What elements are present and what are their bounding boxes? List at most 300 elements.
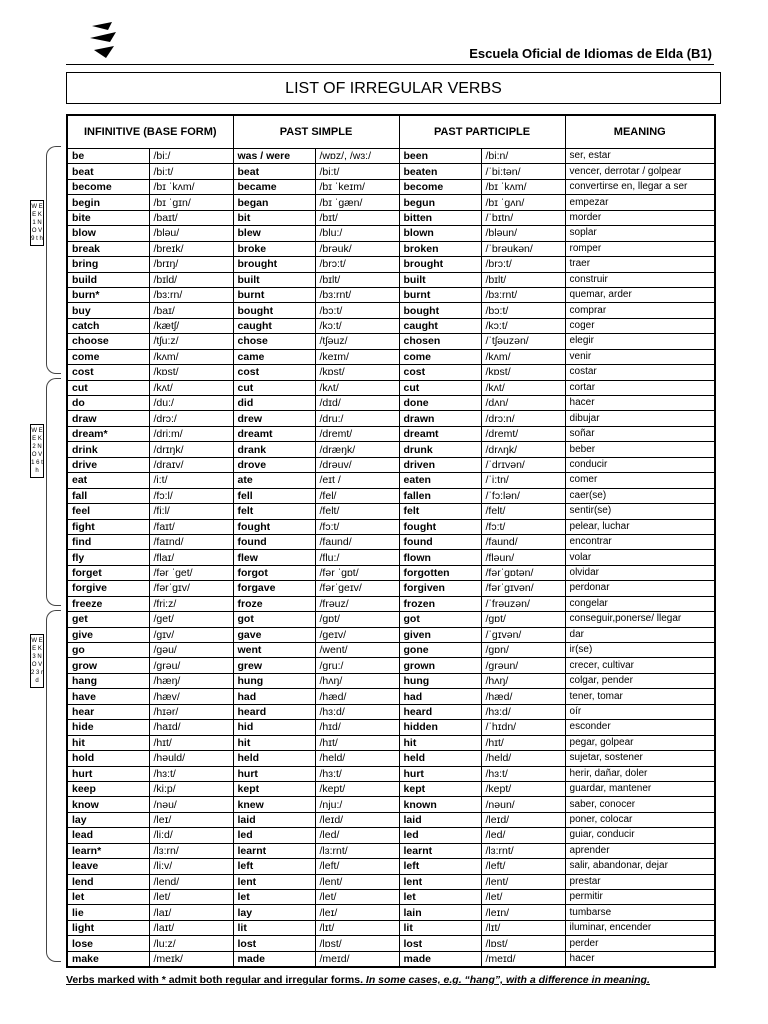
past-simple-cell: flew	[233, 550, 315, 565]
meaning-cell: aprender	[565, 843, 715, 858]
table-row	[67, 303, 715, 318]
table-row	[67, 534, 715, 549]
infinitive-ipa-cell: /hɪt/	[149, 735, 233, 750]
past-simple-ipa-cell: /hʌŋ/	[315, 673, 399, 688]
week-3-bracket	[46, 610, 61, 962]
past-simple-ipa-cell: /brɔ:t/	[315, 257, 399, 272]
past-simple-cell: drank	[233, 442, 315, 457]
meaning-cell: perdonar	[565, 581, 715, 596]
past-participle-ipa-cell: /ˈtʃəuzən/	[481, 334, 565, 349]
table-row	[67, 411, 715, 426]
infinitive-cell: give	[67, 627, 149, 642]
infinitive-ipa-cell: /fi:l/	[149, 504, 233, 519]
past-participle-ipa-cell: /lɒst/	[481, 936, 565, 951]
past-participle-ipa-cell: /fləun/	[481, 550, 565, 565]
past-simple-ipa-cell: /flu:/	[315, 550, 399, 565]
infinitive-ipa-cell: /gɪv/	[149, 627, 233, 642]
meaning-cell: conseguir,ponerse/ llegar	[565, 612, 715, 627]
infinitive-cell: lead	[67, 828, 149, 843]
infinitive-cell: eat	[67, 473, 149, 488]
infinitive-cell: learn*	[67, 843, 149, 858]
meaning-cell: empezar	[565, 195, 715, 210]
meaning-cell: venir	[565, 349, 715, 364]
meaning-cell: construir	[565, 272, 715, 287]
infinitive-ipa-cell: /ki:p/	[149, 781, 233, 796]
past-participle-ipa-cell: /ˈdrɪvən/	[481, 457, 565, 472]
meaning-cell: conducir	[565, 457, 715, 472]
past-participle-cell: lain	[399, 905, 481, 920]
past-participle-ipa-cell: /kʌm/	[481, 349, 565, 364]
past-participle-ipa-cell: /faund/	[481, 534, 565, 549]
infinitive-cell: grow	[67, 658, 149, 673]
past-simple-cell: burnt	[233, 287, 315, 302]
meaning-cell: pegar, golpear	[565, 735, 715, 750]
past-participle-cell: learnt	[399, 843, 481, 858]
past-participle-cell: made	[399, 951, 481, 967]
infinitive-ipa-cell: /leɪ/	[149, 812, 233, 827]
past-simple-ipa-cell: /hɜ:t/	[315, 766, 399, 781]
past-simple-cell: hurt	[233, 766, 315, 781]
past-participle-cell: forgiven	[399, 581, 481, 596]
past-participle-cell: cost	[399, 365, 481, 380]
past-simple-ipa-cell: /eɪt /	[315, 473, 399, 488]
meaning-cell: esconder	[565, 720, 715, 735]
past-participle-cell: cut	[399, 380, 481, 395]
infinitive-ipa-cell: /bi:/	[149, 149, 233, 164]
infinitive-ipa-cell: /hɜ:t/	[149, 766, 233, 781]
past-simple-cell: ate	[233, 473, 315, 488]
meaning-cell: dar	[565, 627, 715, 642]
meaning-cell: ir(se)	[565, 643, 715, 658]
table-row	[67, 287, 715, 302]
infinitive-ipa-cell: /lɜ:rn/	[149, 843, 233, 858]
table-row	[67, 519, 715, 534]
table-row	[67, 318, 715, 333]
past-simple-cell: went	[233, 643, 315, 658]
infinitive-ipa-cell: /grəu/	[149, 658, 233, 673]
past-participle-cell: heard	[399, 704, 481, 719]
infinitive-cell: fall	[67, 488, 149, 503]
past-participle-ipa-cell: /ˈfrəuzən/	[481, 596, 565, 611]
past-participle-ipa-cell: /hɜ:t/	[481, 766, 565, 781]
infinitive-cell: fight	[67, 519, 149, 534]
infinitive-ipa-cell: /faɪnd/	[149, 534, 233, 549]
meaning-cell: vencer, derrotar / golpear	[565, 164, 715, 179]
meaning-cell: dibujar	[565, 411, 715, 426]
meaning-cell: oír	[565, 704, 715, 719]
past-simple-ipa-cell: /fər ˈgɒt/	[315, 565, 399, 580]
past-participle-ipa-cell: /ˈgɪvən/	[481, 627, 565, 642]
infinitive-cell: lie	[67, 905, 149, 920]
table-row	[67, 195, 715, 210]
past-simple-ipa-cell: /led/	[315, 828, 399, 843]
meaning-cell: beber	[565, 442, 715, 457]
past-simple-ipa-cell: /bɔ:t/	[315, 303, 399, 318]
table-row	[67, 473, 715, 488]
past-participle-cell: chosen	[399, 334, 481, 349]
past-simple-ipa-cell: /kʌt/	[315, 380, 399, 395]
table-row	[67, 658, 715, 673]
meaning-cell: tumbarse	[565, 905, 715, 920]
past-participle-ipa-cell: /lent/	[481, 874, 565, 889]
past-simple-cell: beat	[233, 164, 315, 179]
past-simple-cell: led	[233, 828, 315, 843]
past-simple-ipa-cell: /let/	[315, 890, 399, 905]
past-participle-ipa-cell: /fɔ:t/	[481, 519, 565, 534]
past-participle-cell: brought	[399, 257, 481, 272]
infinitive-cell: go	[67, 643, 149, 658]
past-simple-cell: bought	[233, 303, 315, 318]
infinitive-ipa-cell: /tʃu:z/	[149, 334, 233, 349]
past-simple-ipa-cell: /held/	[315, 751, 399, 766]
infinitive-cell: light	[67, 920, 149, 935]
past-simple-cell: got	[233, 612, 315, 627]
meaning-cell: poner, colocar	[565, 812, 715, 827]
infinitive-ipa-cell: /breɪk/	[149, 241, 233, 256]
past-participle-ipa-cell: /ˈbi:tən/	[481, 164, 565, 179]
meaning-cell: romper	[565, 241, 715, 256]
table-row	[67, 241, 715, 256]
infinitive-ipa-cell: /drɪŋk/	[149, 442, 233, 457]
past-participle-cell: gone	[399, 643, 481, 658]
infinitive-cell: begin	[67, 195, 149, 210]
past-simple-cell: hit	[233, 735, 315, 750]
week-2-bracket	[46, 378, 61, 606]
past-participle-ipa-cell: /nəun/	[481, 797, 565, 812]
past-simple-ipa-cell: /kept/	[315, 781, 399, 796]
table-row	[67, 504, 715, 519]
past-participle-cell: drawn	[399, 411, 481, 426]
past-simple-cell: laid	[233, 812, 315, 827]
infinitive-ipa-cell: /hɪər/	[149, 704, 233, 719]
past-participle-ipa-cell: /bɪlt/	[481, 272, 565, 287]
past-participle-ipa-cell: /hæd/	[481, 689, 565, 704]
past-simple-ipa-cell: /bɪ ˈkeɪm/	[315, 179, 399, 194]
week-3-label: W E E K 3 N O V 2 3 r d	[30, 634, 44, 688]
table-row	[67, 673, 715, 688]
table-row	[67, 226, 715, 241]
infinitive-ipa-cell: /lu:z/	[149, 936, 233, 951]
past-participle-ipa-cell: /hɪt/	[481, 735, 565, 750]
col-past-simple: PAST SIMPLE	[233, 115, 399, 149]
past-simple-ipa-cell: /went/	[315, 643, 399, 658]
past-participle-ipa-cell: /kʌt/	[481, 380, 565, 395]
infinitive-cell: have	[67, 689, 149, 704]
past-participle-ipa-cell: /left/	[481, 859, 565, 874]
meaning-cell: morder	[565, 210, 715, 225]
infinitive-ipa-cell: /hæv/	[149, 689, 233, 704]
infinitive-ipa-cell: /fri:z/	[149, 596, 233, 611]
infinitive-ipa-cell: /get/	[149, 612, 233, 627]
past-participle-cell: felt	[399, 504, 481, 519]
infinitive-cell: fly	[67, 550, 149, 565]
past-participle-ipa-cell: /led/	[481, 828, 565, 843]
past-simple-cell: forgave	[233, 581, 315, 596]
past-participle-cell: bought	[399, 303, 481, 318]
infinitive-ipa-cell: /həuld/	[149, 751, 233, 766]
table-row	[67, 442, 715, 457]
infinitive-cell: bite	[67, 210, 149, 225]
table-row	[67, 457, 715, 472]
meaning-cell: ser, estar	[565, 149, 715, 164]
meaning-cell: pelear, luchar	[565, 519, 715, 534]
past-participle-cell: hit	[399, 735, 481, 750]
infinitive-cell: hide	[67, 720, 149, 735]
past-simple-cell: cut	[233, 380, 315, 395]
infinitive-ipa-cell: /li:v/	[149, 859, 233, 874]
infinitive-ipa-cell: /drɔ:/	[149, 411, 233, 426]
past-simple-ipa-cell: /fel/	[315, 488, 399, 503]
infinitive-ipa-cell: /draɪv/	[149, 457, 233, 472]
past-participle-cell: fought	[399, 519, 481, 534]
meaning-cell: caer(se)	[565, 488, 715, 503]
infinitive-cell: choose	[67, 334, 149, 349]
past-participle-cell: found	[399, 534, 481, 549]
past-participle-cell: kept	[399, 781, 481, 796]
meaning-cell: elegir	[565, 334, 715, 349]
table-row	[67, 164, 715, 179]
meaning-cell: traer	[565, 257, 715, 272]
past-simple-cell: brought	[233, 257, 315, 272]
past-simple-cell: fell	[233, 488, 315, 503]
past-participle-ipa-cell: /bi:n/	[481, 149, 565, 164]
meaning-cell: congelar	[565, 596, 715, 611]
past-participle-ipa-cell: /ˈbɪtn/	[481, 210, 565, 225]
past-participle-ipa-cell: /leɪn/	[481, 905, 565, 920]
infinitive-cell: break	[67, 241, 149, 256]
past-participle-cell: bitten	[399, 210, 481, 225]
table-row	[67, 396, 715, 411]
past-participle-cell: come	[399, 349, 481, 364]
meaning-cell: soplar	[565, 226, 715, 241]
meaning-cell: perder	[565, 936, 715, 951]
past-simple-cell: gave	[233, 627, 315, 642]
meaning-cell: soñar	[565, 426, 715, 441]
infinitive-cell: hold	[67, 751, 149, 766]
infinitive-ipa-cell: /fɔ:l/	[149, 488, 233, 503]
past-simple-cell: blew	[233, 226, 315, 241]
infinitive-cell: drink	[67, 442, 149, 457]
week-1-bracket	[46, 146, 61, 374]
table-row	[67, 689, 715, 704]
infinitive-ipa-cell: /dri:m/	[149, 426, 233, 441]
past-simple-ipa-cell: /lɜ:rnt/	[315, 843, 399, 858]
past-participle-cell: fallen	[399, 488, 481, 503]
table-row	[67, 859, 715, 874]
infinitive-cell: do	[67, 396, 149, 411]
footer-italic: In some cases, e.g. “hang”, with a difference in meaning.	[365, 974, 650, 986]
table-row	[67, 797, 715, 812]
past-simple-cell: hid	[233, 720, 315, 735]
table-row	[67, 380, 715, 395]
past-simple-ipa-cell: /frəuz/	[315, 596, 399, 611]
past-simple-ipa-cell: /bɜ:rnt/	[315, 287, 399, 302]
past-simple-cell: lent	[233, 874, 315, 889]
table-row	[67, 951, 715, 967]
infinitive-cell: lend	[67, 874, 149, 889]
past-participle-ipa-cell: /lɜ:rnt/	[481, 843, 565, 858]
past-participle-ipa-cell: /fərˈgɒtən/	[481, 565, 565, 580]
past-participle-cell: left	[399, 859, 481, 874]
past-simple-ipa-cell: /leɪd/	[315, 812, 399, 827]
past-simple-ipa-cell: /dræŋk/	[315, 442, 399, 457]
infinitive-cell: lay	[67, 812, 149, 827]
infinitive-ipa-cell: /baɪ/	[149, 303, 233, 318]
past-simple-cell: lost	[233, 936, 315, 951]
meaning-cell: convertirse en, llegar a ser	[565, 179, 715, 194]
past-simple-cell: came	[233, 349, 315, 364]
past-participle-ipa-cell: /ˈfɔ:lən/	[481, 488, 565, 503]
past-simple-ipa-cell: /blu:/	[315, 226, 399, 241]
past-simple-ipa-cell: /lɪt/	[315, 920, 399, 935]
col-meaning: MEANING	[565, 115, 715, 149]
past-simple-cell: grew	[233, 658, 315, 673]
past-simple-cell: caught	[233, 318, 315, 333]
table-row	[67, 828, 715, 843]
infinitive-ipa-cell: /faɪt/	[149, 519, 233, 534]
past-participle-ipa-cell: /fərˈgɪvən/	[481, 581, 565, 596]
past-participle-ipa-cell: /hʌŋ/	[481, 673, 565, 688]
table-row	[67, 720, 715, 735]
table-row	[67, 210, 715, 225]
past-participle-ipa-cell: /bɜ:rnt/	[481, 287, 565, 302]
meaning-cell: tener, tomar	[565, 689, 715, 704]
table-row	[67, 905, 715, 920]
table-row	[67, 766, 715, 781]
past-participle-ipa-cell: /brɔ:t/	[481, 257, 565, 272]
past-simple-cell: hung	[233, 673, 315, 688]
past-simple-cell: learnt	[233, 843, 315, 858]
table-row	[67, 334, 715, 349]
week-2-label: W E E K 2 N O V 1 6 t h	[30, 424, 44, 478]
infinitive-ipa-cell: /fər ˈget/	[149, 565, 233, 580]
header-divider	[66, 64, 714, 65]
past-simple-cell: cost	[233, 365, 315, 380]
past-simple-ipa-cell: /bi:t/	[315, 164, 399, 179]
past-simple-ipa-cell: /nju:/	[315, 797, 399, 812]
infinitive-cell: lose	[67, 936, 149, 951]
infinitive-ipa-cell: /bɜ:rn/	[149, 287, 233, 302]
past-simple-cell: began	[233, 195, 315, 210]
table-row	[67, 643, 715, 658]
past-participle-cell: given	[399, 627, 481, 642]
past-participle-ipa-cell: /hɜ:d/	[481, 704, 565, 719]
past-simple-cell: found	[233, 534, 315, 549]
infinitive-cell: hurt	[67, 766, 149, 781]
past-simple-cell: kept	[233, 781, 315, 796]
past-participle-cell: eaten	[399, 473, 481, 488]
table-row	[67, 581, 715, 596]
infinitive-cell: build	[67, 272, 149, 287]
infinitive-cell: draw	[67, 411, 149, 426]
past-participle-ipa-cell: /gɒn/	[481, 643, 565, 658]
infinitive-ipa-cell: /laɪ/	[149, 905, 233, 920]
infinitive-cell: drive	[67, 457, 149, 472]
past-participle-ipa-cell: /gɒt/	[481, 612, 565, 627]
table-body	[67, 149, 715, 968]
infinitive-ipa-cell: /haɪd/	[149, 720, 233, 735]
past-participle-ipa-cell: /bɪ ˈkʌm/	[481, 179, 565, 194]
past-participle-ipa-cell: /ˈi:tn/	[481, 473, 565, 488]
footer-text: Verbs marked with * admit both regular and irregular forms.	[66, 974, 363, 986]
meaning-cell: sujetar, sostener	[565, 751, 715, 766]
verbs-table-wrapper	[66, 114, 714, 968]
past-participle-cell: become	[399, 179, 481, 194]
past-participle-ipa-cell: /let/	[481, 890, 565, 905]
past-simple-cell: chose	[233, 334, 315, 349]
table-header-row	[67, 115, 715, 149]
past-simple-cell: lit	[233, 920, 315, 935]
past-participle-cell: had	[399, 689, 481, 704]
past-participle-cell: done	[399, 396, 481, 411]
past-simple-cell: became	[233, 179, 315, 194]
infinitive-cell: bring	[67, 257, 149, 272]
past-simple-cell: held	[233, 751, 315, 766]
table-row	[67, 874, 715, 889]
past-participle-ipa-cell: /dremt/	[481, 426, 565, 441]
past-simple-cell: bit	[233, 210, 315, 225]
past-participle-ipa-cell: /lɪt/	[481, 920, 565, 935]
past-participle-ipa-cell: /meɪd/	[481, 951, 565, 967]
infinitive-cell: make	[67, 951, 149, 967]
past-simple-ipa-cell: /tʃəuz/	[315, 334, 399, 349]
past-participle-ipa-cell: /held/	[481, 751, 565, 766]
table-row	[67, 812, 715, 827]
past-participle-cell: blown	[399, 226, 481, 241]
infinitive-ipa-cell: /lend/	[149, 874, 233, 889]
past-simple-cell: left	[233, 859, 315, 874]
past-simple-cell: fought	[233, 519, 315, 534]
infinitive-cell: become	[67, 179, 149, 194]
table-row	[67, 149, 715, 164]
table-row	[67, 272, 715, 287]
past-participle-ipa-cell: /grəun/	[481, 658, 565, 673]
past-participle-cell: lost	[399, 936, 481, 951]
table-row	[67, 612, 715, 627]
meaning-cell: guiar, conducir	[565, 828, 715, 843]
meaning-cell: comer	[565, 473, 715, 488]
infinitive-ipa-cell: /bɪ ˈgɪn/	[149, 195, 233, 210]
table-row	[67, 627, 715, 642]
past-simple-cell: felt	[233, 504, 315, 519]
col-infinitive: INFINITIVE (BASE FORM)	[67, 115, 233, 149]
infinitive-ipa-cell: /meɪk/	[149, 951, 233, 967]
school-name: Escuela Oficial de Idiomas de Elda (B1)	[469, 46, 712, 61]
past-participle-cell: led	[399, 828, 481, 843]
week-1-label: W E E K 1 N O V 9 t h	[30, 200, 44, 246]
past-participle-cell: grown	[399, 658, 481, 673]
table-row	[67, 426, 715, 441]
past-simple-ipa-cell: /keɪm/	[315, 349, 399, 364]
past-simple-ipa-cell: /gru:/	[315, 658, 399, 673]
infinitive-cell: catch	[67, 318, 149, 333]
infinitive-cell: cost	[67, 365, 149, 380]
past-simple-cell: let	[233, 890, 315, 905]
table-row	[67, 890, 715, 905]
past-participle-cell: driven	[399, 457, 481, 472]
meaning-cell: cortar	[565, 380, 715, 395]
infinitive-ipa-cell: /nəu/	[149, 797, 233, 812]
past-participle-cell: frozen	[399, 596, 481, 611]
table-row	[67, 735, 715, 750]
past-simple-cell: forgot	[233, 565, 315, 580]
meaning-cell: crecer, cultivar	[565, 658, 715, 673]
table-row	[67, 751, 715, 766]
past-simple-ipa-cell: /dru:/	[315, 411, 399, 426]
past-participle-cell: built	[399, 272, 481, 287]
past-simple-ipa-cell: /gɒt/	[315, 612, 399, 627]
past-simple-ipa-cell: /hɜ:d/	[315, 704, 399, 719]
